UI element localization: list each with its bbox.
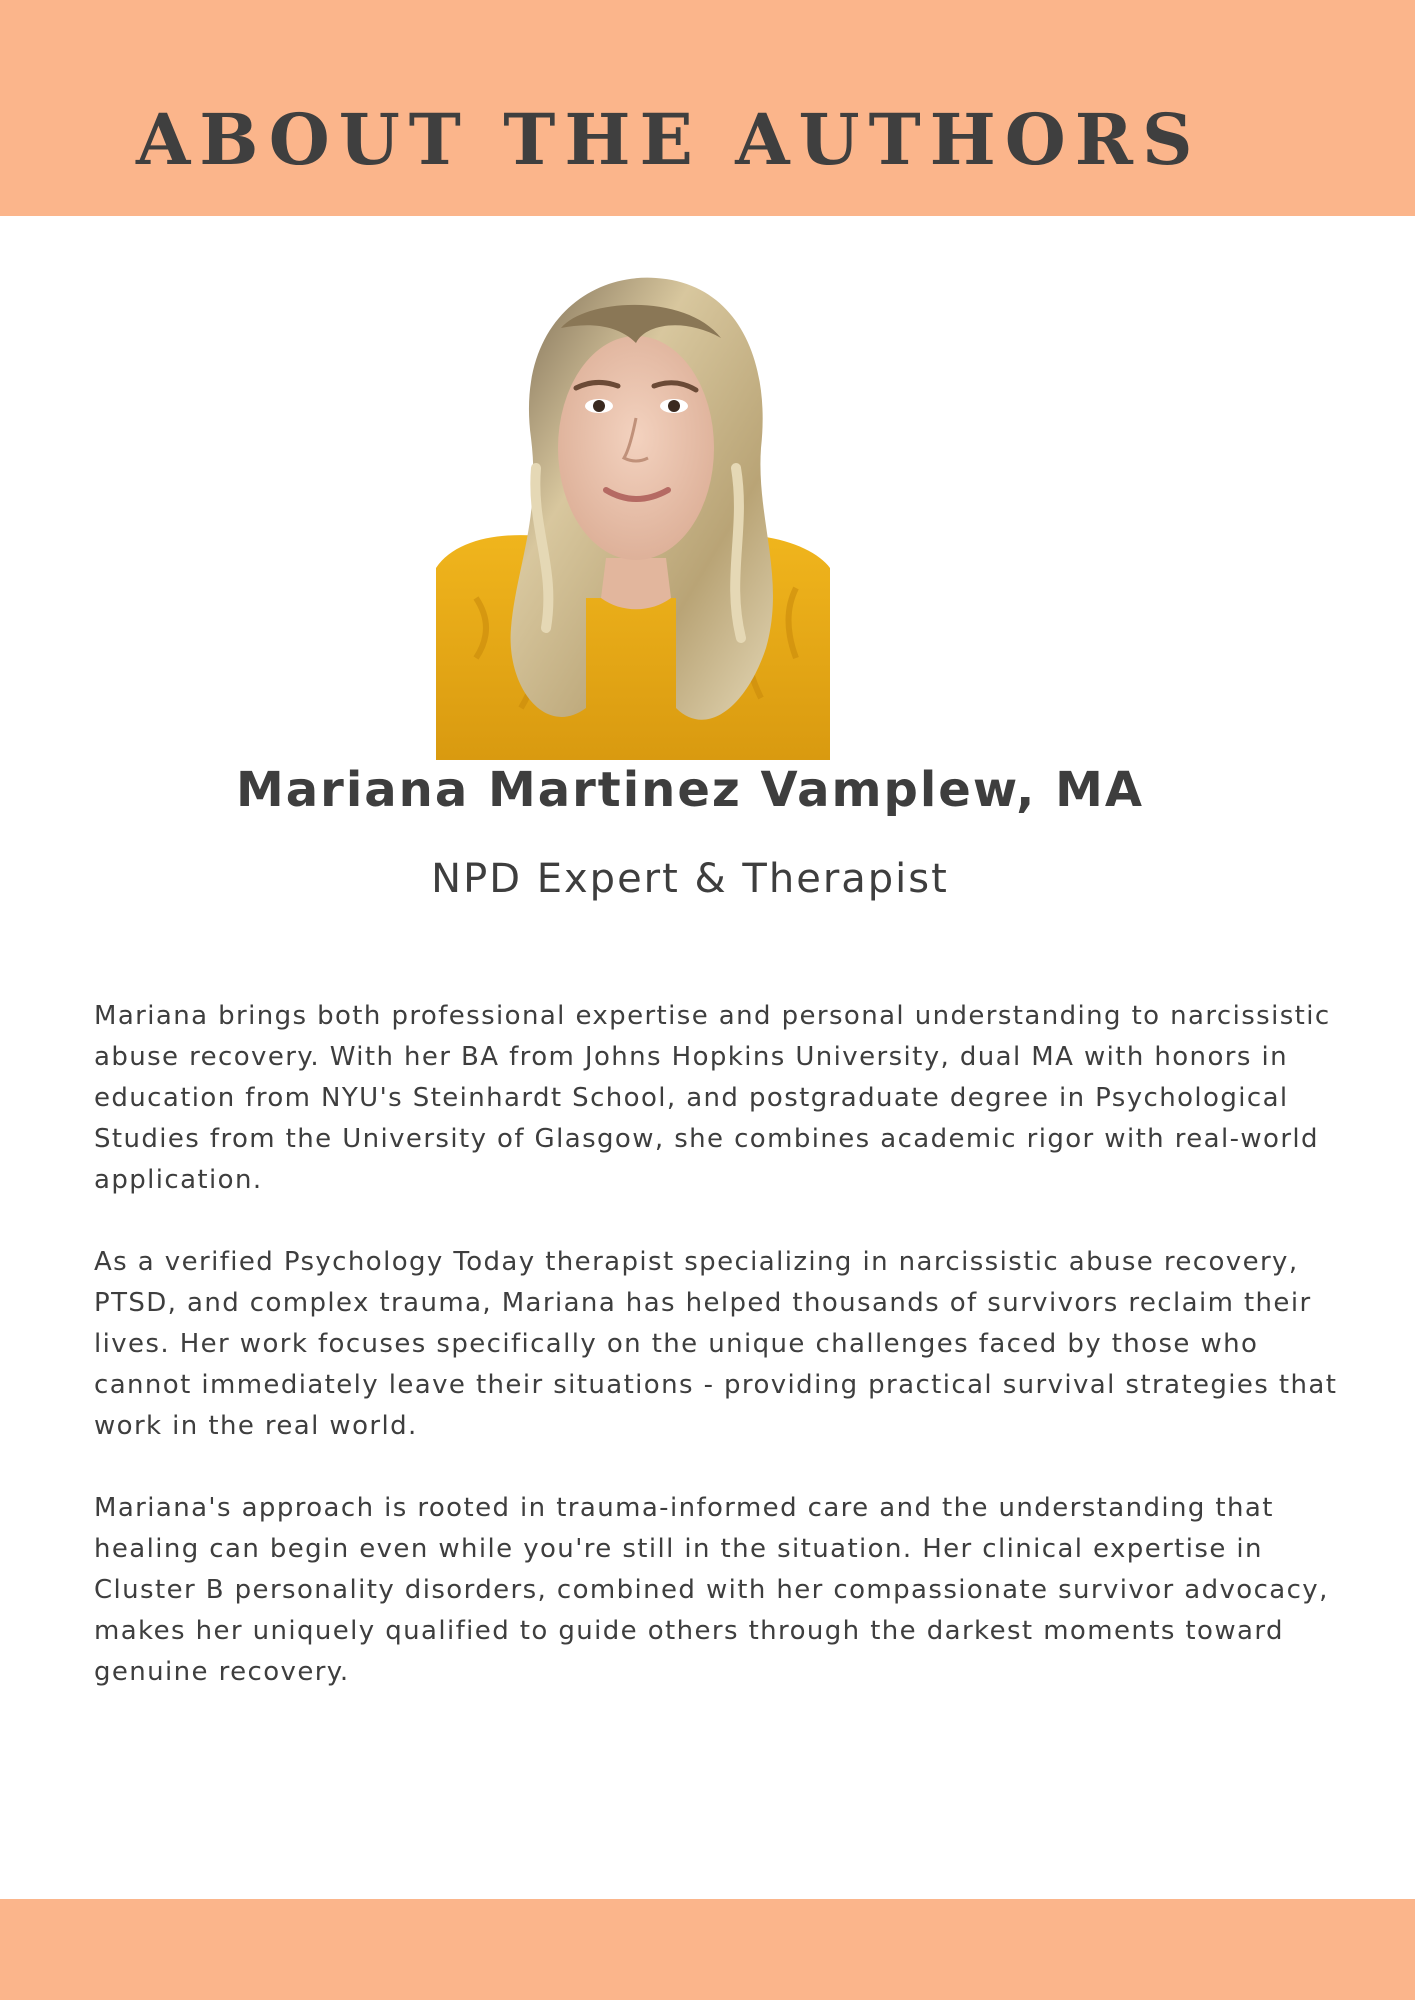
bio-paragraph: Mariana's approach is rooted in trauma-informed care and the understanding that healing can begin even while you're still in the situation. Her clinical expertise in Cluster B personality disorders, combined with her compassionate survivor advocacy, makes her uniquely qualified to guide others through the darkest moments toward genuine recovery. (94, 1493, 1329, 1687)
bio-paragraph: Mariana brings both professional expertise and personal understanding to narcissistic abuse recovery. With her BA from Johns Hopkins University, dual MA with honors in education from NYU's Steinhardt School, and postgraduate degree in Psychological Studies from the University of Glasgow, she combines academic rigor with real-world application. (94, 1001, 1331, 1195)
header-band (0, 0, 1415, 216)
author-role: NPD Expert & Therapist (431, 856, 949, 902)
footer-band (0, 1899, 1415, 2000)
author-photo (436, 268, 830, 760)
author-bio (94, 996, 1364, 1734)
author-name: Mariana Martinez Vamplew, MA (236, 762, 1144, 818)
page-title: ABOUT THE AUTHORS (136, 98, 1202, 181)
bio-paragraph: As a verified Psychology Today therapist specializing in narcissistic abuse recovery, PTSD, and complex trauma, Mariana has helped thousands of survivors reclaim their lives. Her work focuses specifically on the unique challenges faced by those who cannot immediately leave their situations - providing practical survival strategies that work in the real world. (94, 1247, 1338, 1441)
